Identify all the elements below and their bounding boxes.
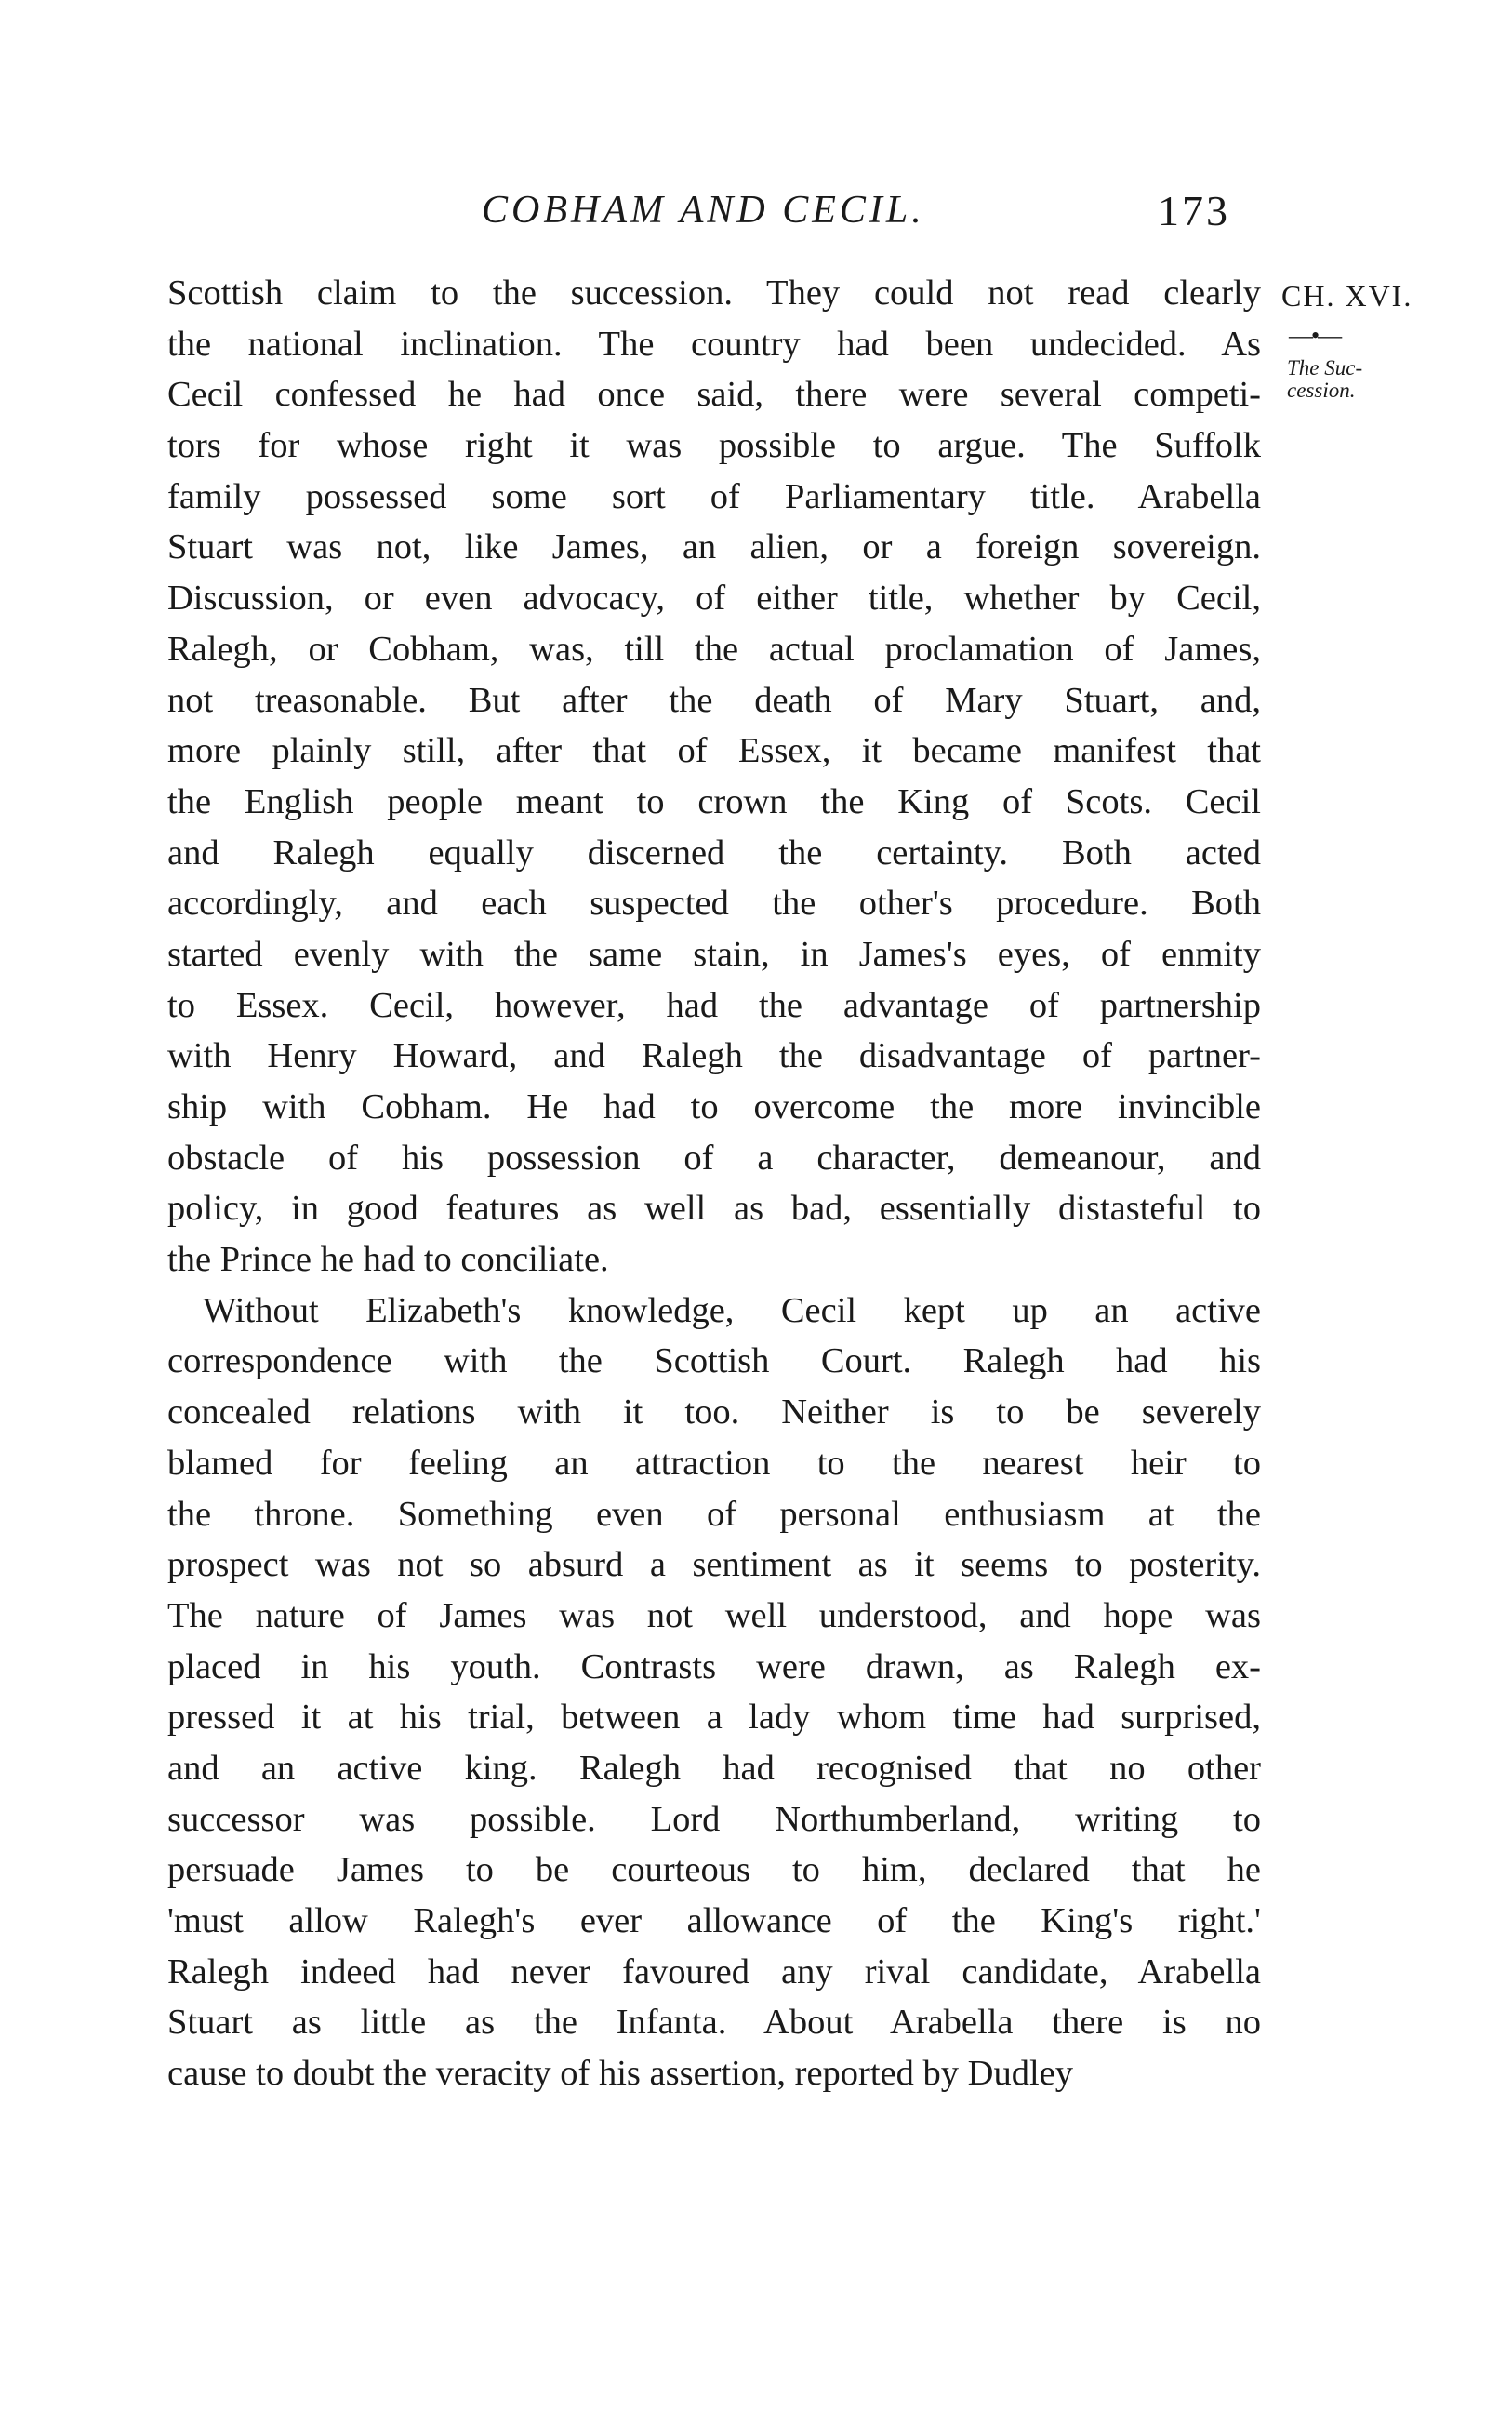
text-line: and Ralegh equally discerned the certainty. Both acted [167, 833, 1261, 872]
text-line: Ralegh indeed had never favoured any rival candidate, Arabella [167, 1951, 1261, 1991]
text-line: concealed relations with it too. Neither is to be severely [167, 1392, 1261, 1432]
sidenote-line: The Suc- [1287, 356, 1363, 380]
text-line: Stuart as little as the Infanta. About Arabella there is no [167, 2003, 1261, 2043]
running-title: COBHAM AND CECIL. [482, 189, 925, 232]
text-line: the throne. Something even of personal enthusiasm at the [167, 1494, 1261, 1534]
text-line: The nature of James was not well understood, and hope was [167, 1595, 1261, 1635]
ornament-dash: —•— [1289, 322, 1341, 349]
text-line: to Essex. Cecil, however, had the advantage of partnership [167, 985, 1261, 1025]
text-line: ship with Cobham. He had to overcome the more invincible [167, 1087, 1261, 1126]
text-line: and an active king. Ralegh had recognised that no other [167, 1748, 1261, 1788]
text-line: policy, in good features as well as bad, essentially distasteful to [167, 1189, 1261, 1229]
text-line: Cecil confessed he had once said, there were several competi- [167, 375, 1261, 415]
text-line: persuade James to be courteous to him, declared that he [167, 1850, 1261, 1890]
text-line: started evenly with the same stain, in James's eyes, of enmity [167, 934, 1261, 974]
text-line: placed in his youth. Contrasts were drawn, as Ralegh ex- [167, 1646, 1261, 1686]
margin-notes [1281, 277, 1421, 402]
text-line: blamed for feeling an attraction to the nearest heir to [167, 1443, 1261, 1483]
sidenote-line: cession. [1287, 379, 1356, 402]
body-text [167, 268, 1261, 2099]
text-line: cause to doubt the veracity of his assertion, reported by Dudley [167, 2054, 1073, 2094]
text-line: family possessed some sort of Parliamentary title. Arabella [167, 476, 1261, 516]
text-line: pressed it at his trial, between a lady whom time had surprised, [167, 1698, 1261, 1738]
text-line: successor was possible. Lord Northumberland, writing to [167, 1799, 1261, 1839]
text-line: Stuart was not, like James, an alien, or a foreign sovereign. [167, 527, 1261, 567]
text-line: correspondence with the Scottish Court. Ralegh had his [167, 1341, 1261, 1381]
text-line: the Prince he had to conciliate. [167, 1240, 609, 1280]
text-line: the national inclination. The country had been undecided. As [167, 324, 1261, 364]
text-line: Scottish claim to the succession. They could not read clearly [167, 273, 1261, 313]
text-line: with Henry Howard, and Ralegh the disadvantage of partner- [167, 1036, 1261, 1076]
text-line: accordingly, and each suspected the other's procedure. Both [167, 884, 1261, 924]
text-line: obstacle of his possession of a character, demeanour, and [167, 1138, 1261, 1178]
sidenote [1287, 357, 1421, 402]
text-line: 'must allow Ralegh's ever allowance of the King's right.' [167, 1901, 1261, 1940]
page-header [0, 177, 1512, 251]
chapter-reference: CH. XVI. [1281, 279, 1413, 313]
text-line: the English people meant to crown the King of Scots. Cecil [167, 781, 1261, 821]
page-number: 173 [1158, 187, 1230, 234]
text-line: not treasonable. But after the death of Mary Stuart, and, [167, 680, 1261, 720]
text-line: more plainly still, after that of Essex, it became manifest that [167, 731, 1261, 771]
text-line: prospect was not so absurd a sentiment as it seems to posterity. [167, 1545, 1261, 1585]
paragraph [167, 1285, 1261, 2099]
text-line: Ralegh, or Cobham, was, till the actual proclamation of James, [167, 629, 1261, 669]
text-line: tors for whose right it was possible to argue. The Suffolk [167, 426, 1261, 466]
text-line: Discussion, or even advocacy, of either title, whether by Cecil, [167, 579, 1261, 619]
paragraph [167, 268, 1261, 1285]
text-line: Without Elizabeth's knowledge, Cecil kept up an active [203, 1290, 1261, 1330]
